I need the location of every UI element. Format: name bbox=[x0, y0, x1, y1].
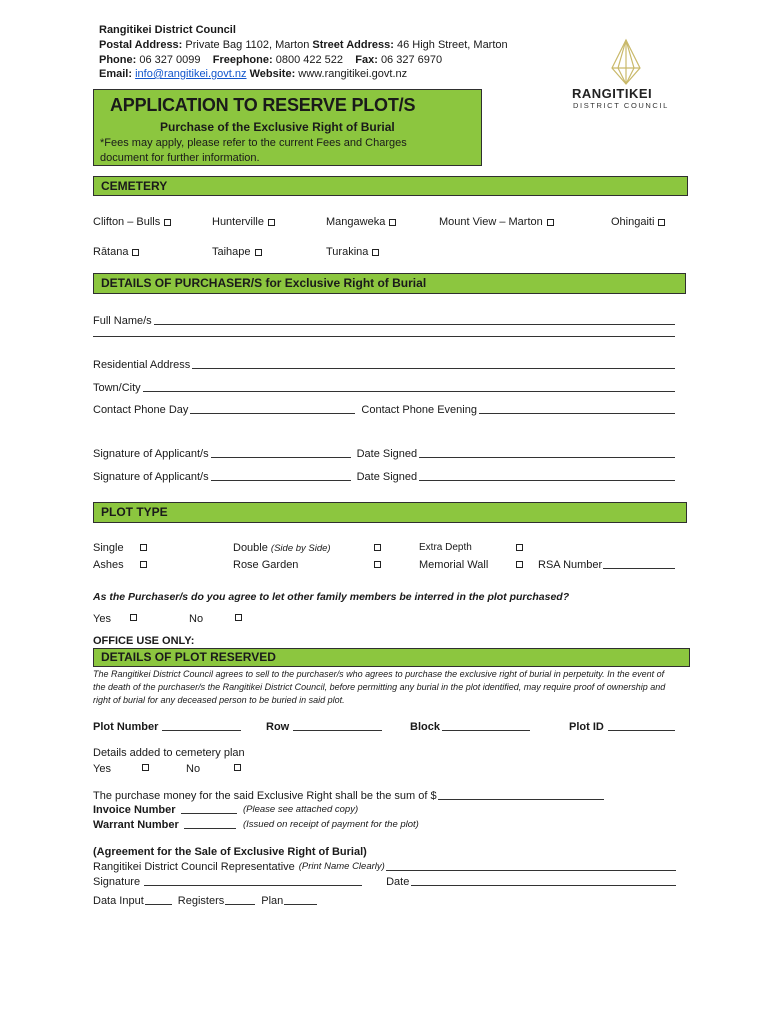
email-label: Email: bbox=[99, 68, 133, 80]
option-mount-view-marton[interactable] bbox=[439, 215, 554, 229]
phone-label: Phone: bbox=[99, 53, 137, 66]
website-value: www.rangitikei.govt.nz bbox=[298, 68, 408, 80]
checkbox-icon[interactable] bbox=[164, 219, 171, 226]
details-yes-checkbox[interactable] bbox=[142, 764, 149, 771]
date-signed-line[interactable] bbox=[419, 447, 675, 458]
option-mangaweka[interactable] bbox=[326, 215, 396, 229]
office-signature-row bbox=[93, 875, 676, 889]
form-subtitle: Purchase of the Exclusive Right of Burial bbox=[160, 120, 395, 134]
signature-row-2 bbox=[93, 470, 675, 484]
cemetery-section-header bbox=[93, 176, 688, 196]
plot-id-line[interactable] bbox=[608, 720, 675, 731]
office-use-label: OFFICE USE ONLY: bbox=[93, 635, 195, 647]
street-address-label: Street Address: bbox=[312, 39, 394, 51]
checkbox-icon[interactable] bbox=[268, 219, 275, 226]
full-name-line-2[interactable] bbox=[93, 336, 675, 337]
plot-memorial-wall-label: Memorial Wall bbox=[419, 559, 489, 571]
email-link[interactable]: info@rangitikei.govt.nz bbox=[135, 68, 247, 80]
data-input-label: Data Input bbox=[93, 895, 144, 907]
signature-row-1 bbox=[93, 447, 675, 461]
contact-phone-row bbox=[93, 403, 675, 417]
signature-label: Signature of Applicant/s bbox=[93, 448, 209, 460]
council-logo-icon bbox=[600, 38, 652, 86]
rsa-number-line[interactable] bbox=[603, 558, 675, 569]
option-hunterville[interactable] bbox=[212, 215, 275, 229]
option-ohingaiti[interactable] bbox=[611, 215, 665, 229]
logo-subtitle: DISTRICT COUNCIL bbox=[573, 101, 669, 110]
street-address-value: 46 High Street, Marton bbox=[396, 39, 508, 51]
purchaser-heading: DETAILS OF PURCHASER/S for Exclusive Right of Burial bbox=[101, 276, 427, 290]
date-signed-label: Date Signed bbox=[356, 448, 418, 460]
plot-reserved-heading: DETAILS OF PLOT RESERVED bbox=[101, 650, 276, 664]
phone-day-label: Contact Phone Day bbox=[93, 404, 189, 416]
plot-type-section-header bbox=[93, 502, 687, 523]
option-label: Turakina bbox=[326, 246, 369, 258]
option-label: Mangaweka bbox=[326, 216, 386, 228]
block-label: Block bbox=[410, 721, 440, 733]
registers-label: Registers bbox=[177, 895, 225, 907]
row-line[interactable] bbox=[293, 720, 382, 731]
plot-number-label: Plot Number bbox=[93, 721, 159, 733]
address-line bbox=[99, 38, 508, 53]
option-turakina[interactable] bbox=[326, 245, 379, 259]
block-line[interactable] bbox=[442, 720, 530, 731]
question-no-checkbox[interactable] bbox=[235, 614, 242, 621]
warrant-number-line[interactable] bbox=[184, 818, 236, 829]
question-no-label: No bbox=[189, 613, 204, 625]
rsa-number-field[interactable] bbox=[538, 558, 675, 572]
signature-label: Signature of Applicant/s bbox=[93, 471, 209, 483]
purchase-money-label: The purchase money for the said Exclusive Right shall be the sum of $ bbox=[93, 790, 437, 802]
purchase-money-field[interactable] bbox=[93, 789, 604, 803]
option-taihape[interactable] bbox=[212, 245, 262, 259]
fees-note: *Fees may apply, please refer to the current Fees and Charges document for further information. bbox=[100, 137, 407, 164]
registers-line[interactable] bbox=[225, 894, 255, 905]
website-label: Website: bbox=[249, 68, 296, 80]
question-yes-checkbox[interactable] bbox=[130, 614, 137, 621]
plot-ashes-checkbox[interactable] bbox=[140, 561, 147, 568]
signature-line[interactable] bbox=[211, 470, 351, 481]
agreement-heading: (Agreement for the Sale of Exclusive Right of Burial) bbox=[93, 846, 367, 858]
option-label: Hunterville bbox=[212, 216, 264, 228]
plot-memorial-wall-checkbox[interactable] bbox=[516, 561, 523, 568]
details-no-label: No bbox=[186, 763, 201, 775]
residential-address-label: Residential Address bbox=[93, 359, 191, 371]
rsa-number-label: RSA Number bbox=[538, 559, 603, 571]
warrant-note: (Issued on receipt of payment for the plot) bbox=[243, 819, 419, 830]
form-title: APPLICATION TO RESERVE PLOT/S bbox=[110, 95, 416, 115]
data-input-row bbox=[93, 894, 323, 908]
data-input-line[interactable] bbox=[145, 894, 172, 905]
office-signature-line[interactable] bbox=[144, 875, 362, 886]
plot-id-field[interactable] bbox=[569, 720, 675, 734]
warrant-number-label: Warrant Number bbox=[93, 819, 179, 831]
plot-reserved-section-header bbox=[93, 648, 690, 667]
plot-rose-garden-label: Rose Garden bbox=[233, 559, 299, 571]
plot-number-field[interactable] bbox=[93, 720, 241, 734]
date-signed-label: Date Signed bbox=[356, 471, 418, 483]
plot-extra-depth-label: Extra Depth bbox=[419, 542, 472, 553]
signature-line[interactable] bbox=[211, 447, 351, 458]
invoice-number-label: Invoice Number bbox=[93, 804, 176, 816]
plot-double-label: Double bbox=[233, 542, 268, 554]
details-yes-label: Yes bbox=[93, 763, 111, 775]
council-name: Rangitikei District Council bbox=[99, 24, 236, 36]
representative-line[interactable] bbox=[386, 860, 676, 871]
town-city-line[interactable] bbox=[143, 381, 675, 392]
invoice-number-field[interactable] bbox=[93, 803, 237, 817]
plot-extra-depth-checkbox[interactable] bbox=[516, 544, 523, 551]
row-field[interactable] bbox=[266, 720, 382, 734]
option-ratana[interactable] bbox=[93, 245, 139, 259]
details-added-label: Details added to cemetery plan bbox=[93, 747, 245, 759]
title-box bbox=[93, 89, 482, 166]
phone-value: 06 327 0099 bbox=[139, 53, 201, 66]
residential-address-line[interactable] bbox=[192, 358, 675, 369]
purchase-money-line[interactable] bbox=[438, 789, 604, 800]
full-name-label: Full Name/s bbox=[93, 315, 152, 327]
invoice-note: (Please see attached copy) bbox=[243, 804, 359, 815]
cemetery-heading: CEMETERY bbox=[101, 179, 168, 193]
option-label: Clifton – Bulls bbox=[93, 216, 161, 228]
plot-rose-garden-checkbox[interactable] bbox=[374, 561, 381, 568]
checkbox-icon[interactable] bbox=[389, 219, 396, 226]
plot-single-label: Single bbox=[93, 542, 124, 554]
representative-field[interactable] bbox=[93, 860, 676, 874]
residential-address-field[interactable] bbox=[93, 358, 675, 372]
checkbox-icon[interactable] bbox=[372, 249, 379, 256]
checkbox-icon[interactable] bbox=[547, 219, 554, 226]
checkbox-icon[interactable] bbox=[132, 249, 139, 256]
town-city-label: Town/City bbox=[93, 382, 141, 394]
option-label: Mount View – Marton bbox=[439, 216, 543, 228]
plot-type-heading: PLOT TYPE bbox=[101, 505, 168, 519]
fax-value: 06 327 6970 bbox=[380, 53, 443, 66]
phone-evening-line[interactable] bbox=[479, 403, 675, 414]
row-label: Row bbox=[266, 721, 290, 733]
freephone-value: 0800 422 522 bbox=[275, 53, 344, 66]
office-date-label: Date bbox=[386, 876, 410, 888]
option-label: Taihape bbox=[212, 246, 251, 258]
phone-evening-label: Contact Phone Evening bbox=[361, 404, 477, 416]
option-clifton-bulls[interactable] bbox=[93, 215, 171, 229]
plot-single-checkbox[interactable] bbox=[140, 544, 147, 551]
office-agreement-paragraph: The Rangitikei District Council agrees to sell to the purchaser/s who agrees to purchase the exclusive right of burial in perpetuity. In the event of the death of the purchaser/s the Rangitikei District Council, before permitting any burial in the plot identified, may require proof of ownership and right of burial for any deceased person to be buried in said plot. bbox=[93, 669, 666, 705]
office-signature-label: Signature bbox=[93, 876, 141, 888]
plot-ashes-label: Ashes bbox=[93, 559, 124, 571]
purchaser-section-header bbox=[93, 273, 686, 294]
phone-day-line[interactable] bbox=[190, 403, 355, 414]
date-signed-line[interactable] bbox=[419, 470, 675, 481]
details-no-checkbox[interactable] bbox=[234, 764, 241, 771]
family-interment-question: As the Purchaser/s do you agree to let other family members be interred in the plot purchased? bbox=[93, 591, 570, 603]
question-yes-label: Yes bbox=[93, 613, 111, 625]
warrant-number-field[interactable] bbox=[93, 818, 236, 832]
checkbox-icon[interactable] bbox=[658, 219, 665, 226]
representative-label: Rangitikei District Council Representative bbox=[93, 861, 295, 873]
plan-label: Plan bbox=[261, 895, 284, 907]
full-name-field[interactable] bbox=[93, 314, 675, 328]
logo-name: RANGITIKEI bbox=[572, 86, 653, 101]
office-date-line[interactable] bbox=[411, 875, 676, 886]
postal-address-label: Postal Address: bbox=[99, 39, 183, 51]
plan-line[interactable] bbox=[284, 894, 317, 905]
freephone-label: Freephone: bbox=[212, 53, 273, 66]
print-name-note: (Print Name Clearly) bbox=[298, 861, 385, 872]
checkbox-icon[interactable] bbox=[255, 249, 262, 256]
option-label: Ohingaiti bbox=[611, 216, 655, 228]
full-name-continuation-field[interactable] bbox=[93, 336, 675, 340]
town-city-field[interactable] bbox=[93, 381, 675, 395]
phone-line bbox=[99, 53, 442, 68]
postal-address-value: Private Bag 1102, Marton bbox=[185, 39, 310, 51]
plot-double-note: (Side by Side) bbox=[270, 543, 331, 554]
plot-double-checkbox[interactable] bbox=[374, 544, 381, 551]
plot-double-option bbox=[233, 541, 331, 556]
plot-number-line[interactable] bbox=[162, 720, 241, 731]
fax-label: Fax: bbox=[355, 53, 378, 66]
option-label: Rātana bbox=[93, 246, 129, 258]
email-line bbox=[99, 67, 407, 82]
block-field[interactable] bbox=[410, 720, 530, 734]
full-name-line[interactable] bbox=[154, 314, 675, 325]
plot-id-label: Plot ID bbox=[569, 721, 604, 733]
invoice-number-line[interactable] bbox=[181, 803, 237, 814]
